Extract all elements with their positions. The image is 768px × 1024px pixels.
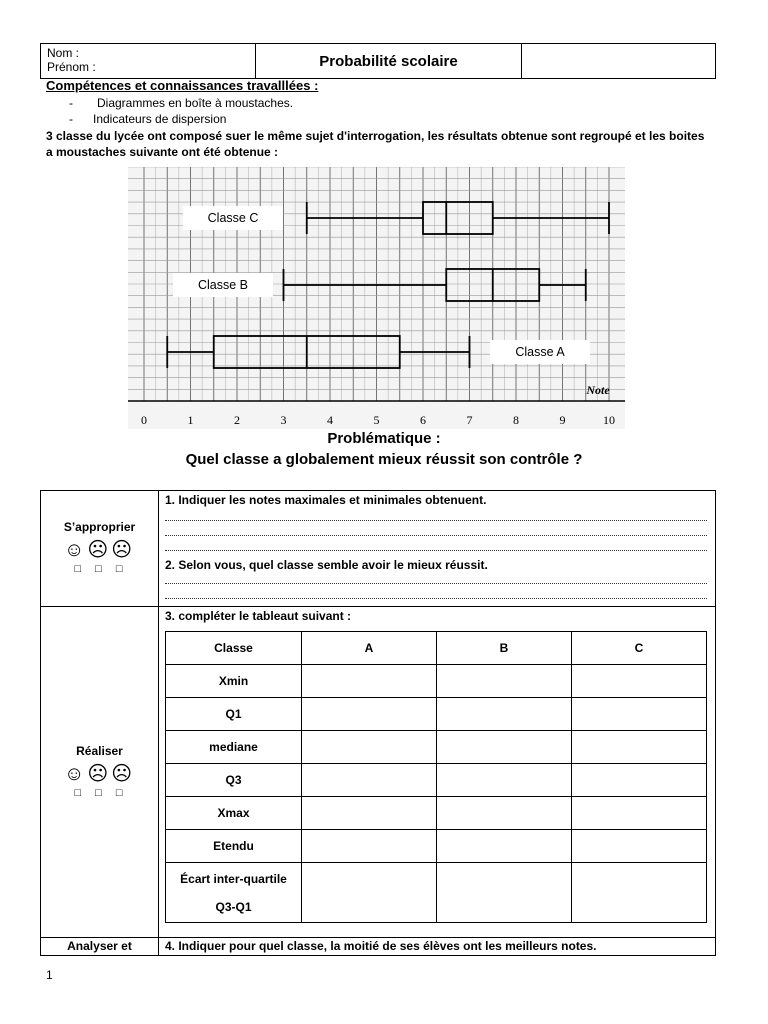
answer-cell[interactable] [302,764,437,797]
row-label-line: Écart inter-quartile [180,871,287,886]
nom-label: Nom : [47,46,80,60]
tick-label: 0 [141,413,147,427]
answer-cell[interactable] [437,797,572,830]
row-label: Xmin [166,665,302,698]
tick-label: 10 [603,413,615,427]
question-4: 4. Indiquer pour quel classe, la moitié de ses élèves ont les meilleurs notes. [165,939,597,953]
question-1: 1. Indiquer les notes maximales et minimales obtenuent. [165,493,487,507]
answer-cell[interactable] [302,830,437,863]
answer-cell[interactable] [572,863,707,923]
tick-label: 1 [187,413,194,427]
answer-cell[interactable] [437,731,572,764]
header-box [40,43,716,79]
answer-cell[interactable] [437,665,572,698]
table-row [166,797,707,830]
table-header-cell: A [302,632,437,665]
answer-cell[interactable] [302,665,437,698]
question-2: 2. Selon vous, quel classe semble avoir le mieux réussit. [165,558,488,572]
competences-title: Compétences et connaissances travalllées : [46,78,319,93]
row-label [166,863,302,923]
table-row [166,830,707,863]
section-realiser: Réaliser [76,744,123,758]
table-header-row [166,632,707,665]
series-label: Classe A [515,345,565,359]
problematique-question: Quel classe a globalement mieux réussit son contrôle ? [185,451,583,468]
page-title: Probabilité scolaire [256,44,522,78]
answer-line[interactable] [165,550,707,551]
tick-label: 2 [234,413,240,427]
answer-cell[interactable] [572,731,707,764]
answer-cell[interactable] [572,665,707,698]
bullet-dash: - [69,112,73,126]
table-row [166,665,707,698]
tick-label: 7 [466,413,473,427]
tick-label: 9 [559,413,566,427]
table-row [166,698,707,731]
column-divider [158,491,159,955]
section-analyser: Analyser et [67,939,132,953]
smiley-icons: ☺☹☹ [63,539,136,561]
answer-cell[interactable] [302,863,437,923]
answer-line[interactable] [165,583,707,584]
smiley-icons: ☺☹☹ [63,763,136,785]
table-header-cell: C [572,632,707,665]
answer-cell[interactable] [302,731,437,764]
tick-label: 4 [327,413,333,427]
question-3: 3. compléter le tableaut suivant : [165,609,352,623]
series-label: Classe C [207,211,259,225]
answer-line[interactable] [165,598,707,599]
tick-label: 8 [513,413,519,427]
self-assessment-checkboxes[interactable]: □□□ [74,787,137,799]
table-row [166,863,707,923]
row-label: mediane [166,731,302,764]
competence-item: Indicateurs de dispersion [93,112,227,126]
answer-cell[interactable] [572,830,707,863]
table-row [166,764,707,797]
row-label: Etendu [166,830,302,863]
row-label: Q3 [166,764,302,797]
page-number: 1 [46,968,53,982]
statistics-table [165,631,707,923]
competence-item: Diagrammes en boîte à moustaches. [97,96,294,110]
prenom-label: Prénom : [47,60,96,74]
boxplot-chart [128,167,625,429]
row-label: Xmax [166,797,302,830]
answer-cell[interactable] [437,698,572,731]
row-label: Q1 [166,698,302,731]
series-label: Classe B [197,278,249,292]
answer-cell[interactable] [302,698,437,731]
table-header-cell: Classe [166,632,302,665]
answer-cell[interactable] [437,764,572,797]
tick-label: 3 [280,413,287,427]
section-approprier: S’approprier [63,520,136,534]
x-axis-label: Note [586,383,610,397]
tick-label: 5 [373,413,380,427]
table-row [166,731,707,764]
answer-cell[interactable] [437,863,572,923]
answer-line[interactable] [165,535,707,536]
tick-label: 6 [420,413,426,427]
row-divider [41,606,715,607]
bullet-dash: - [69,96,73,110]
intro-text: 3 classe du lycée ont composé suer le même sujet d'interrogation, les résultats obtenue sont regroupé et les boites a moustaches suivante ont été obtenue : [46,129,705,159]
self-assessment-checkboxes[interactable]: □□□ [74,563,137,575]
answer-cell[interactable] [437,830,572,863]
answer-cell[interactable] [572,764,707,797]
answer-line[interactable] [165,520,707,521]
empty-header-cell [522,44,715,78]
table-header-cell: B [437,632,572,665]
answer-cell[interactable] [302,797,437,830]
row-divider [41,937,715,938]
answer-cell[interactable] [572,698,707,731]
problematique-title: Problématique : [327,430,441,447]
name-cell [41,44,256,78]
row-label-line: Q3-Q1 [215,899,252,914]
answer-cell[interactable] [572,797,707,830]
